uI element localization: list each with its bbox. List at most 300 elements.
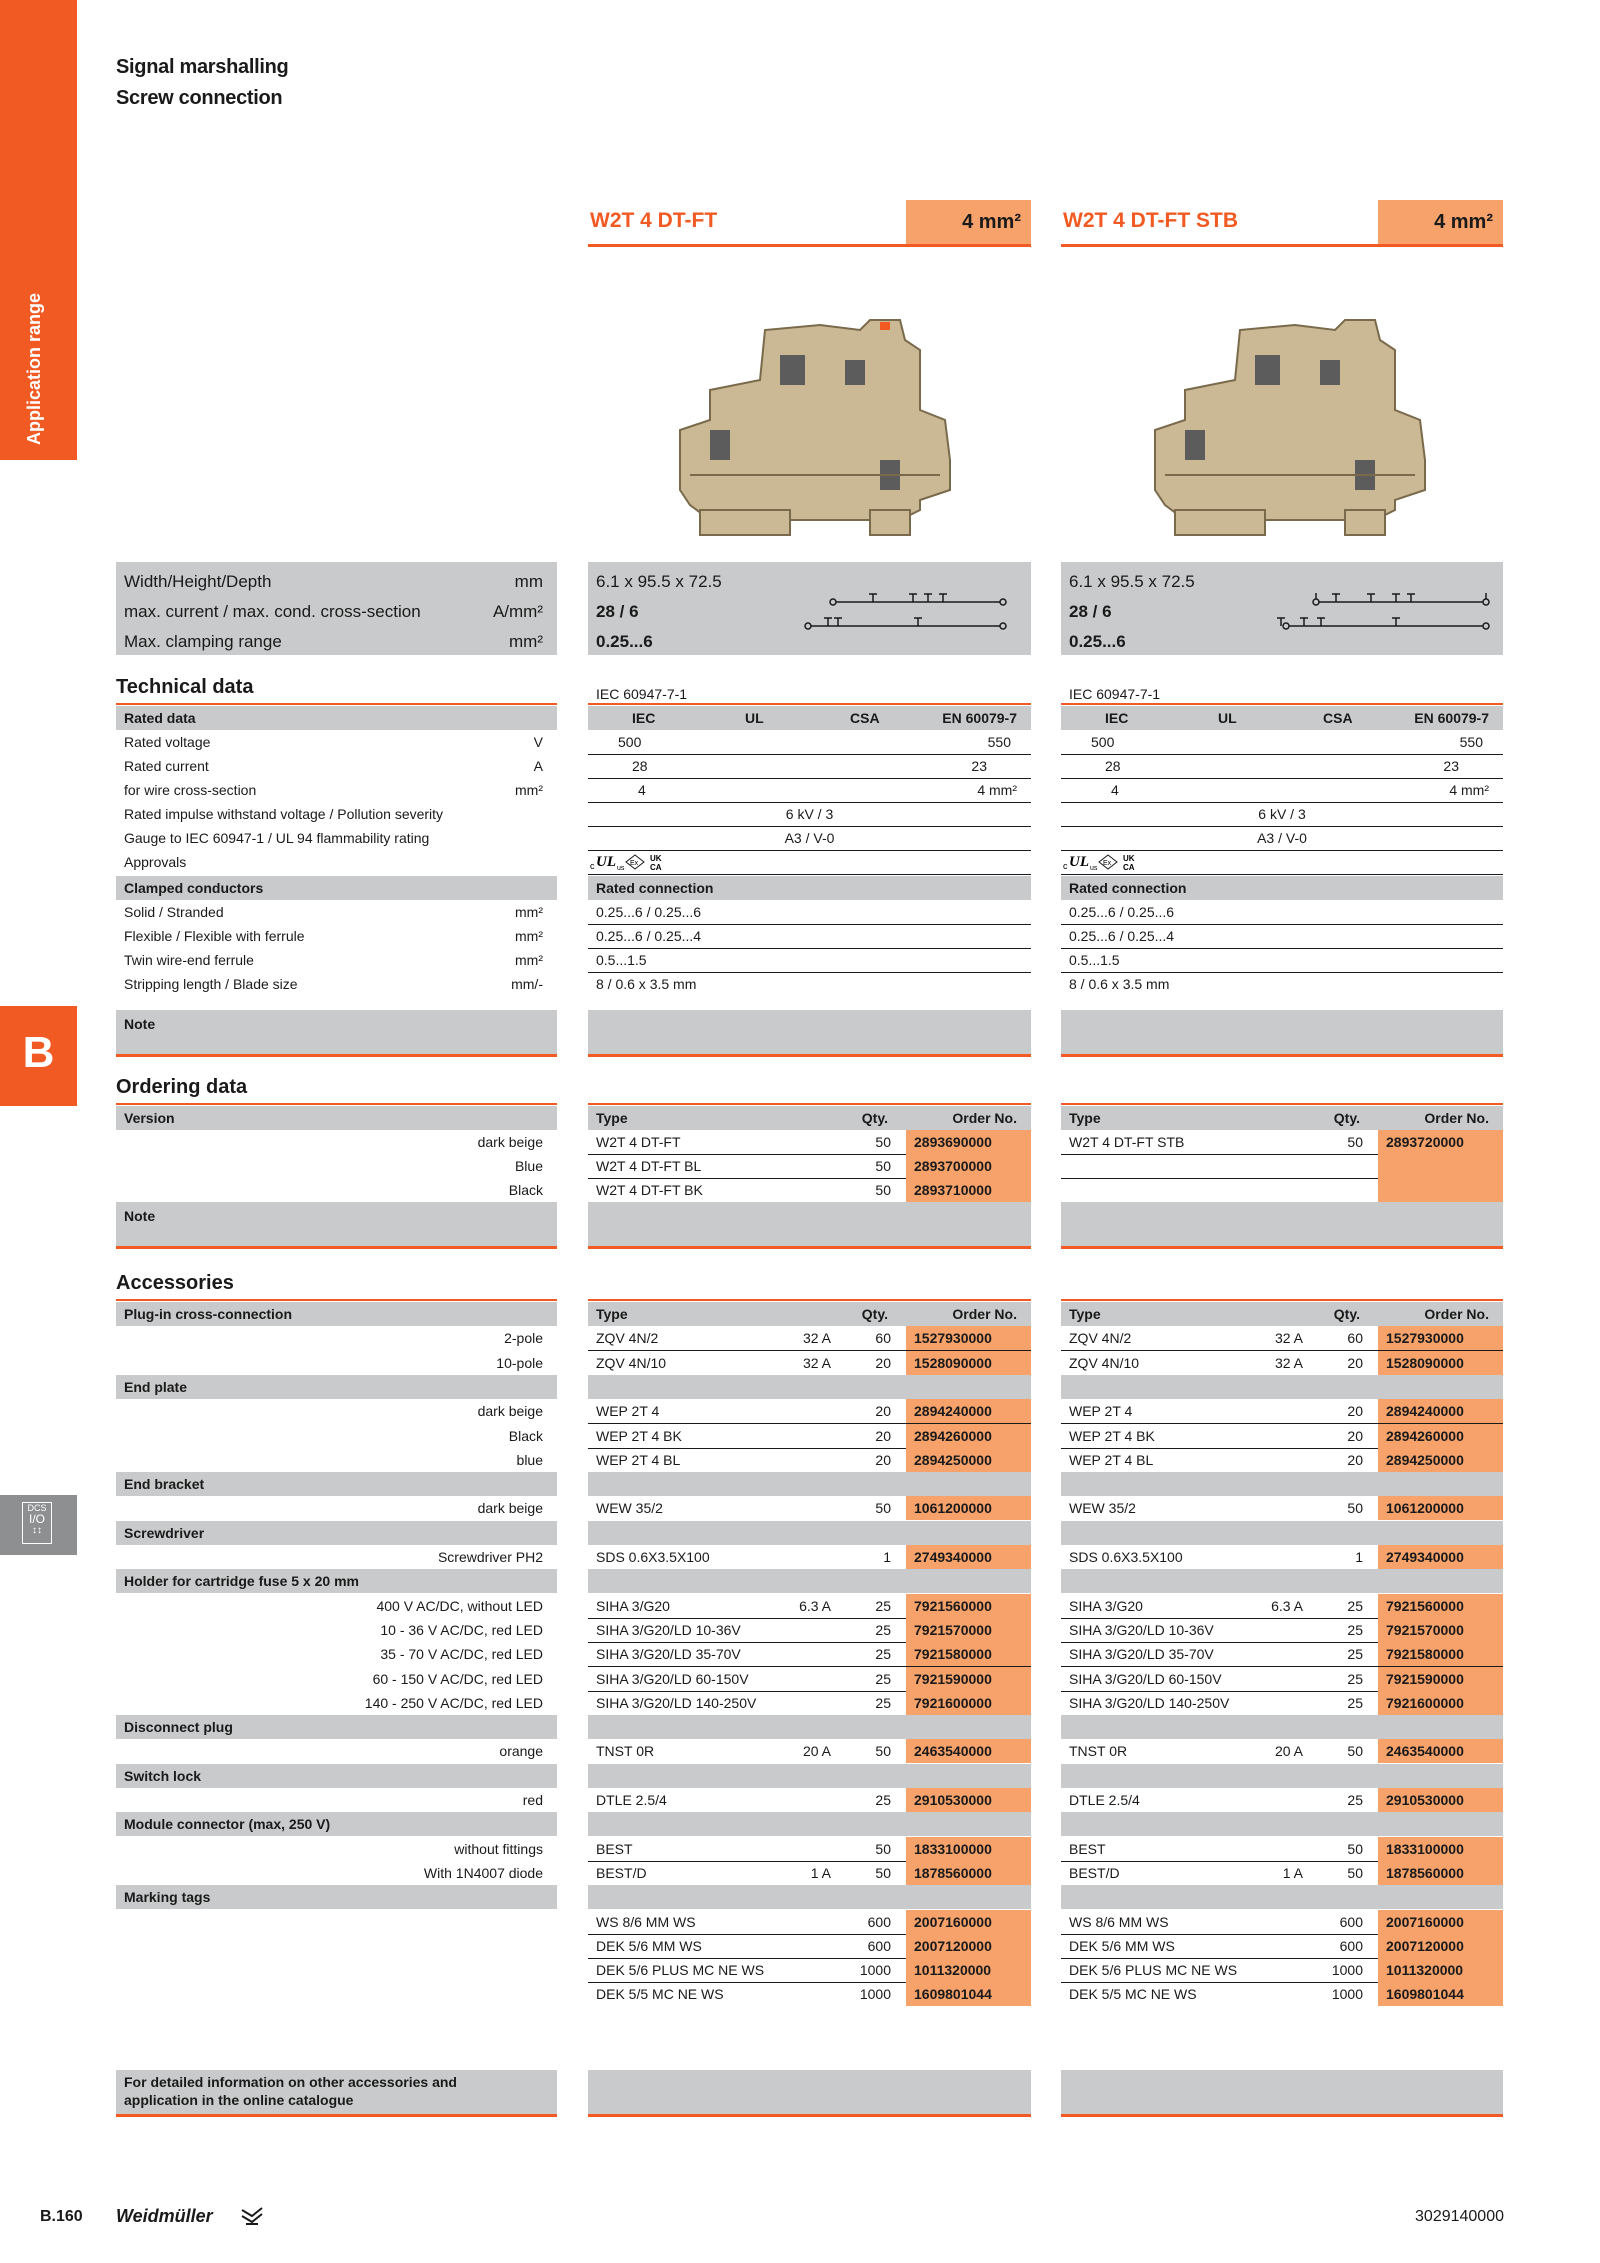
accessory-group-name: Screwdriver <box>124 1524 205 1541</box>
accessory-group-spacer <box>588 1375 1031 1399</box>
accessory-qty: 20 <box>875 1451 891 1468</box>
accessory-type: DEK 5/5 MC NE WS <box>596 1986 724 2003</box>
accessories-table-1 <box>588 1302 1031 2022</box>
accessory-variant: orange <box>499 1743 543 1760</box>
accessory-variant-row <box>116 1424 557 1448</box>
order-number[interactable]: 2910530000 <box>906 1788 1031 1812</box>
page-title-line1: Signal marshalling <box>116 56 289 78</box>
accessory-group-spacer <box>1061 1764 1503 1788</box>
accessory-type: SIHA 3/G20/LD 35-70V <box>596 1646 741 1663</box>
accessory-variant: 60 - 150 V AC/DC, red LED <box>372 1670 543 1687</box>
accessory-variant: dark beige <box>477 1500 543 1517</box>
accessory-type: WEP 2T 4 BK <box>596 1427 682 1444</box>
rated-connection-label: Rated connection <box>596 880 714 896</box>
accessory-variant-row <box>116 1982 557 2006</box>
order-number[interactable]: 1061200000 <box>906 1496 1031 1520</box>
accessory-qty: 20 <box>875 1427 891 1444</box>
order-number[interactable]: 2894240000 <box>906 1399 1031 1423</box>
accessory-variant: blue <box>516 1451 543 1468</box>
product-name: W2T 4 DT-FT STB <box>1063 209 1238 232</box>
accessory-type: BEST <box>1069 1840 1106 1857</box>
table-row <box>588 1739 1031 1763</box>
order-number[interactable]: 2893700000 <box>906 1154 1031 1178</box>
type-cell: W2T 4 DT-FT STB <box>1069 1134 1185 1150</box>
circuit-diagram-icon <box>1276 590 1496 635</box>
tech-unit: V <box>533 734 543 750</box>
order-number[interactable]: 1833100000 <box>906 1837 1031 1861</box>
accessory-qty: 600 <box>867 1913 891 1930</box>
accessory-qty: 20 <box>1347 1403 1363 1420</box>
order-number[interactable]: 2893720000 <box>1378 1130 1503 1154</box>
order-number[interactable]: 2007120000 <box>906 1934 1031 1958</box>
tech-label: Gauge to IEC 60947-1 / UL 94 flammability rating <box>124 830 430 846</box>
accessory-qty: 20 <box>1347 1451 1363 1468</box>
accessory-type: WEP 2T 4 <box>1069 1403 1133 1420</box>
order-number[interactable]: 1878560000 <box>906 1861 1031 1885</box>
side-band-top <box>0 0 77 460</box>
accessory-qty: 25 <box>875 1597 891 1614</box>
dims-label: Max. clamping range <box>124 632 282 651</box>
accessory-group-header <box>116 1885 557 1909</box>
dims-value-block-1 <box>588 562 1031 655</box>
section-rule <box>1061 703 1503 705</box>
type-cell: W2T 4 DT-FT BK <box>596 1182 703 1198</box>
terminal-block-image <box>670 310 960 545</box>
accessory-qty: 50 <box>1347 1840 1363 1857</box>
tech-unit: mm² <box>515 928 543 944</box>
accessory-variant: 400 V AC/DC, without LED <box>376 1597 543 1614</box>
order-number[interactable]: 2749340000 <box>1378 1545 1503 1569</box>
note-label: Note <box>124 1016 156 1032</box>
clamp-value: 0.25...6 / 0.25...4 <box>1069 928 1175 944</box>
accessory-type: WEP 2T 4 <box>596 1403 660 1420</box>
accessory-type: ZQV 4N/2 <box>1069 1330 1132 1347</box>
accessory-type: DTLE 2.5/4 <box>596 1792 667 1808</box>
order-number[interactable]: 2894240000 <box>1378 1399 1503 1423</box>
en-value: 4 mm² <box>1449 782 1489 798</box>
ordering-table-1 <box>588 1106 1031 1202</box>
table-row <box>1061 1424 1503 1449</box>
col-type: Type <box>596 1306 628 1322</box>
accessory-variant-row <box>116 1861 557 1885</box>
order-number-empty <box>1378 1154 1503 1178</box>
accessory-type: DTLE 2.5/4 <box>1069 1792 1140 1808</box>
accessory-current: 1 A <box>1282 1864 1303 1881</box>
order-number[interactable]: 2007160000 <box>1378 1910 1503 1934</box>
order-number[interactable]: 7921560000 <box>906 1594 1031 1618</box>
dims-value: 28 / 6 <box>596 602 639 621</box>
order-number[interactable]: 1061200000 <box>1378 1496 1503 1520</box>
order-number[interactable]: 1528090000 <box>906 1351 1031 1375</box>
col-csa: CSA <box>1323 710 1353 726</box>
accessory-group-spacer <box>588 1521 1031 1545</box>
qty-cell: 50 <box>1347 1134 1363 1150</box>
version-value: Blue <box>514 1158 543 1174</box>
table-row <box>588 1910 1031 1935</box>
section-letter-tab <box>0 1006 77 1106</box>
tech-labels <box>116 706 557 1006</box>
accessory-current: 32 A <box>802 1354 831 1371</box>
col-ul: UL <box>1218 710 1237 726</box>
accessory-qty: 60 <box>1347 1330 1363 1347</box>
accessory-current: 32 A <box>1274 1330 1303 1347</box>
accessory-group-spacer <box>1061 1569 1503 1593</box>
accessory-type: SIHA 3/G20 <box>596 1597 670 1614</box>
accessory-qty: 25 <box>1347 1670 1363 1687</box>
ordering-labels <box>116 1106 557 1202</box>
accessory-variant: Black <box>508 1427 543 1444</box>
accessory-type: BEST <box>596 1840 633 1857</box>
tech-label: Flexible / Flexible with ferrule <box>124 928 305 944</box>
accessory-type: SDS 0.6X3.5X100 <box>1069 1549 1183 1565</box>
accessory-qty: 25 <box>875 1646 891 1663</box>
accessory-group-spacer <box>588 1569 1031 1593</box>
order-number[interactable]: 2894260000 <box>906 1424 1031 1448</box>
dims-value: 0.25...6 <box>596 632 653 651</box>
table-row <box>588 1448 1031 1472</box>
tech-unit: mm² <box>515 904 543 920</box>
en-value: 23 <box>1443 758 1459 774</box>
accessory-qty: 20 <box>875 1354 891 1371</box>
col-order: Order No. <box>1424 1110 1489 1126</box>
clamp-value: 8 / 0.6 x 3.5 mm <box>596 976 697 992</box>
accessory-current: 20 A <box>1274 1743 1303 1760</box>
accessory-variant-row <box>116 1837 557 1861</box>
accessory-qty: 600 <box>1339 1937 1363 1954</box>
accessory-type: SIHA 3/G20/LD 35-70V <box>1069 1646 1214 1663</box>
svg-text:UK: UK <box>1123 854 1135 863</box>
dcs-io-badge <box>0 1495 77 1555</box>
accessory-group-name: Disconnect plug <box>124 1719 233 1736</box>
note-bar <box>588 2070 1031 2117</box>
clamp-value: 0.5...1.5 <box>596 952 647 968</box>
order-number[interactable]: 2007160000 <box>906 1910 1031 1934</box>
accessory-type: BEST/D <box>1069 1864 1120 1881</box>
order-number[interactable]: 1609801044 <box>906 1982 1031 2006</box>
col-iec: IEC <box>1105 710 1129 726</box>
accessory-type: DEK 5/5 MC NE WS <box>1069 1986 1197 2003</box>
order-number[interactable]: 2749340000 <box>906 1545 1031 1569</box>
note-bar <box>1061 1202 1503 1249</box>
accessory-qty: 1000 <box>1331 1962 1363 1979</box>
qty-cell: 50 <box>875 1134 891 1150</box>
type-cell: W2T 4 DT-FT <box>596 1134 681 1150</box>
tech-values-2 <box>1061 706 1503 1006</box>
accessory-qty: 60 <box>875 1330 891 1347</box>
tech-label: Twin wire-end ferrule <box>124 952 254 968</box>
accessory-qty: 25 <box>875 1670 891 1687</box>
order-number[interactable]: 1527930000 <box>1378 1326 1503 1350</box>
section-rule <box>588 703 1031 705</box>
accessory-type: SIHA 3/G20/LD 60-150V <box>1069 1670 1222 1687</box>
accessory-group-header <box>116 1302 557 1326</box>
col-iec: IEC <box>632 710 656 726</box>
iec-value: 28 <box>632 758 648 774</box>
note-label: Note <box>124 1208 156 1224</box>
order-number[interactable]: 7921570000 <box>906 1618 1031 1642</box>
note-bar <box>1061 2070 1503 2117</box>
accessory-group-spacer <box>588 1472 1031 1496</box>
svg-text:UL: UL <box>1069 854 1089 870</box>
en-value: 4 mm² <box>977 782 1017 798</box>
accessory-type: ZQV 4N/10 <box>1069 1354 1140 1371</box>
accessory-current: 32 A <box>802 1330 831 1347</box>
product-header-1 <box>588 200 1031 247</box>
section-rule <box>116 1103 557 1105</box>
dims-value: 6.1 x 95.5 x 72.5 <box>596 572 722 591</box>
accessories-table-header <box>588 1302 1031 1326</box>
tech-label: Approvals <box>124 854 187 870</box>
section-rule <box>588 1103 1031 1105</box>
accessory-qty: 50 <box>1347 1500 1363 1517</box>
version-value: Black <box>508 1182 543 1198</box>
order-number[interactable]: 2007120000 <box>1378 1934 1503 1958</box>
dims-value: 0.25...6 <box>1069 632 1126 651</box>
accessory-group-header <box>116 1569 557 1593</box>
application-range-label: Application range <box>24 292 44 445</box>
accessory-qty: 25 <box>1347 1597 1363 1614</box>
accessory-qty: 1000 <box>859 1962 891 1979</box>
order-number[interactable]: 1528090000 <box>1378 1351 1503 1375</box>
order-number[interactable]: 7921590000 <box>1378 1667 1503 1691</box>
accessory-variant-row <box>116 1448 557 1472</box>
accessory-type: DEK 5/6 PLUS MC NE WS <box>596 1962 765 1979</box>
page-title-line2: Screw connection <box>116 87 283 109</box>
accessory-variant-row <box>116 1594 557 1618</box>
accessory-qty: 20 <box>1347 1427 1363 1444</box>
dims-unit: mm <box>514 572 543 591</box>
table-row <box>1061 1667 1503 1692</box>
accessories-table-header <box>1061 1302 1503 1326</box>
col-order: Order No. <box>1424 1306 1489 1322</box>
tech-unit: mm² <box>515 782 543 798</box>
col-csa: CSA <box>850 710 880 726</box>
online-note-line2: application in the online catalogue <box>124 2092 354 2108</box>
accessory-qty: 50 <box>1347 1743 1363 1760</box>
table-row <box>588 1958 1031 1983</box>
page-number: B.160 <box>40 2208 83 2225</box>
accessory-type: ZQV 4N/10 <box>596 1354 667 1371</box>
section-rule <box>588 1299 1031 1301</box>
order-number[interactable]: 7921600000 <box>1378 1691 1503 1715</box>
svg-text:CA: CA <box>650 863 662 872</box>
col-type: Type <box>1069 1306 1101 1322</box>
accessory-type: DEK 5/6 PLUS MC NE WS <box>1069 1962 1238 1979</box>
note-bar <box>588 1010 1031 1057</box>
note-bar <box>1061 1010 1503 1057</box>
col-type: Type <box>596 1110 628 1126</box>
order-number[interactable]: 1527930000 <box>906 1326 1031 1350</box>
accessory-variant-row <box>116 1958 557 1982</box>
table-row <box>1061 1934 1503 1959</box>
accessory-qty: 1000 <box>859 1986 891 2003</box>
terminal-block-image <box>1145 310 1435 545</box>
clamp-value: 0.25...6 / 0.25...6 <box>1069 904 1175 920</box>
accessory-variant-row <box>116 1545 557 1569</box>
accessory-group-header <box>116 1715 557 1739</box>
table-row <box>588 1934 1031 1959</box>
order-number[interactable]: 7921580000 <box>1378 1642 1503 1666</box>
table-row <box>1061 1691 1503 1715</box>
table-row <box>588 1861 1031 1885</box>
accessory-group-spacer <box>1061 1521 1503 1545</box>
accessory-qty: 25 <box>1347 1792 1363 1808</box>
accessory-variant: 10 - 36 V AC/DC, red LED <box>380 1621 543 1638</box>
col-qty: Qty. <box>1333 1306 1360 1322</box>
center-value: 6 kV / 3 <box>1258 806 1306 822</box>
section-rule <box>116 703 557 705</box>
accessory-type: WEW 35/2 <box>1069 1500 1136 1517</box>
table-row <box>1061 1788 1503 1812</box>
svg-text:Ex: Ex <box>630 860 639 867</box>
center-value: A3 / V-0 <box>784 830 835 846</box>
col-qty: Qty. <box>861 1110 888 1126</box>
tech-label: for wire cross-section <box>124 782 257 798</box>
accessory-type: SIHA 3/G20/LD 60-150V <box>596 1670 749 1687</box>
table-row <box>1061 1594 1503 1619</box>
svg-text:UL: UL <box>596 854 616 870</box>
online-note-line1: For detailed information on other accessories and <box>124 2074 457 2090</box>
accessory-type: WEP 2T 4 BL <box>1069 1451 1154 1468</box>
table-row <box>588 1691 1031 1715</box>
svg-text:us: us <box>617 865 625 872</box>
online-catalogue-note <box>116 2070 557 2117</box>
accessory-current: 32 A <box>1274 1354 1303 1371</box>
accessory-current: 20 A <box>802 1743 831 1760</box>
table-row <box>588 1982 1031 2006</box>
ordering-data-title: Ordering data <box>116 1076 248 1098</box>
accessory-qty: 1000 <box>1331 1986 1363 2003</box>
clamp-value: 8 / 0.6 x 3.5 mm <box>1069 976 1170 992</box>
accessory-qty: 25 <box>875 1621 891 1638</box>
clamped-conductors-label: Clamped conductors <box>124 880 264 896</box>
accessory-type: TNST 0R <box>596 1743 655 1760</box>
accessory-type: SIHA 3/G20/LD 140-250V <box>596 1694 757 1711</box>
order-number[interactable]: 2894260000 <box>1378 1424 1503 1448</box>
order-number[interactable]: 1011320000 <box>906 1958 1031 1982</box>
accessory-variant-row <box>116 1326 557 1350</box>
order-number[interactable]: 7921590000 <box>906 1667 1031 1691</box>
col-en: EN 60079-7 <box>942 710 1017 726</box>
table-row <box>588 1788 1031 1812</box>
type-cell: W2T 4 DT-FT BL <box>596 1158 702 1174</box>
dims-label: max. current / max. cond. cross-section <box>124 602 421 621</box>
en-value: 550 <box>1459 734 1483 750</box>
order-number[interactable]: 2463540000 <box>1378 1739 1503 1763</box>
dims-value-block-2 <box>1061 562 1503 655</box>
table-row <box>588 1667 1031 1692</box>
accessory-type: WEP 2T 4 BL <box>596 1451 681 1468</box>
accessories-labels <box>116 1302 557 2022</box>
tech-label: Solid / Stranded <box>124 904 224 920</box>
io-label: I/O <box>28 1512 45 1526</box>
product-size: 4 mm² <box>1378 200 1503 244</box>
order-number[interactable]: 2894250000 <box>906 1448 1031 1472</box>
accessory-variant-row <box>116 1910 557 1934</box>
svg-text:CA: CA <box>1123 863 1135 872</box>
order-number[interactable]: 1011320000 <box>1378 1958 1503 1982</box>
order-number[interactable]: 7921560000 <box>1378 1594 1503 1618</box>
tech-values-1 <box>588 706 1031 1006</box>
accessory-variant-row <box>116 1351 557 1375</box>
accessory-group-header <box>116 1812 557 1836</box>
dcs-label: DCS <box>27 1503 47 1513</box>
standard-note: IEC 60947-7-1 <box>1069 686 1161 702</box>
accessory-qty: 25 <box>875 1792 891 1808</box>
order-number[interactable]: 2893690000 <box>906 1130 1031 1154</box>
col-qty: Qty. <box>861 1306 888 1322</box>
accessory-qty: 50 <box>875 1840 891 1857</box>
accessory-type: WS 8/6 MM WS <box>1069 1913 1169 1930</box>
tech-label: Rated current <box>124 758 209 774</box>
catalogue-code: 3029140000 <box>1415 2208 1504 2225</box>
col-en: EN 60079-7 <box>1414 710 1489 726</box>
accessory-group-name: End plate <box>124 1378 188 1395</box>
order-number[interactable]: 2894250000 <box>1378 1448 1503 1472</box>
certification-marks-icon <box>1063 852 1153 872</box>
circuit-diagram-icon <box>803 590 1013 635</box>
table-row <box>1061 1861 1503 1885</box>
qty-cell: 50 <box>875 1182 891 1198</box>
accessory-type: WEP 2T 4 BK <box>1069 1427 1155 1444</box>
accessory-group-name: Plug-in cross-connection <box>124 1306 293 1322</box>
order-number[interactable]: 2893710000 <box>906 1178 1031 1202</box>
accessory-qty: 20 <box>1347 1354 1363 1371</box>
table-row <box>1061 1642 1503 1667</box>
tech-label: Stripping length / Blade size <box>124 976 298 992</box>
svg-text:c: c <box>590 861 595 871</box>
dims-label-block <box>116 562 557 655</box>
accessory-type: WS 8/6 MM WS <box>596 1913 696 1930</box>
table-row <box>588 1351 1031 1375</box>
accessory-type: SDS 0.6X3.5X100 <box>596 1549 710 1565</box>
accessory-group-header <box>116 1472 557 1496</box>
ordering-table-2 <box>1061 1106 1503 1202</box>
order-number[interactable]: 7921600000 <box>906 1691 1031 1715</box>
accessory-qty: 50 <box>875 1743 891 1760</box>
order-number[interactable]: 1878560000 <box>1378 1861 1503 1885</box>
product-header-2 <box>1061 200 1503 247</box>
order-number[interactable]: 2463540000 <box>906 1739 1031 1763</box>
accessory-qty: 600 <box>867 1937 891 1954</box>
order-number[interactable]: 7921570000 <box>1378 1618 1503 1642</box>
table-row <box>1061 1448 1503 1472</box>
accessory-group-spacer <box>1061 1715 1503 1739</box>
accessory-qty: 20 <box>875 1403 891 1420</box>
accessory-group-header <box>116 1764 557 1788</box>
accessory-qty: 50 <box>1347 1864 1363 1881</box>
rated-connection-label: Rated connection <box>1069 880 1187 896</box>
table-row <box>1061 1399 1503 1424</box>
accessory-qty: 1 <box>1355 1549 1363 1565</box>
order-number[interactable]: 1609801044 <box>1378 1982 1503 2006</box>
accessory-variant-row <box>116 1618 557 1642</box>
accessory-variant-row <box>116 1691 557 1715</box>
accessory-variant: red <box>522 1792 543 1808</box>
order-number[interactable]: 7921580000 <box>906 1642 1031 1666</box>
order-number[interactable]: 1833100000 <box>1378 1837 1503 1861</box>
accessory-variant: 35 - 70 V AC/DC, red LED <box>380 1646 543 1663</box>
accessory-variant-row <box>116 1934 557 1958</box>
accessory-variant: 2-pole <box>504 1330 543 1347</box>
order-number[interactable]: 2910530000 <box>1378 1788 1503 1812</box>
accessory-group-name: End bracket <box>124 1476 205 1493</box>
accessory-qty: 25 <box>875 1694 891 1711</box>
standard-note: IEC 60947-7-1 <box>596 686 688 702</box>
svg-text:Ex: Ex <box>1103 860 1112 867</box>
accessory-variant-row <box>116 1667 557 1691</box>
accessory-variant-row <box>116 1642 557 1666</box>
